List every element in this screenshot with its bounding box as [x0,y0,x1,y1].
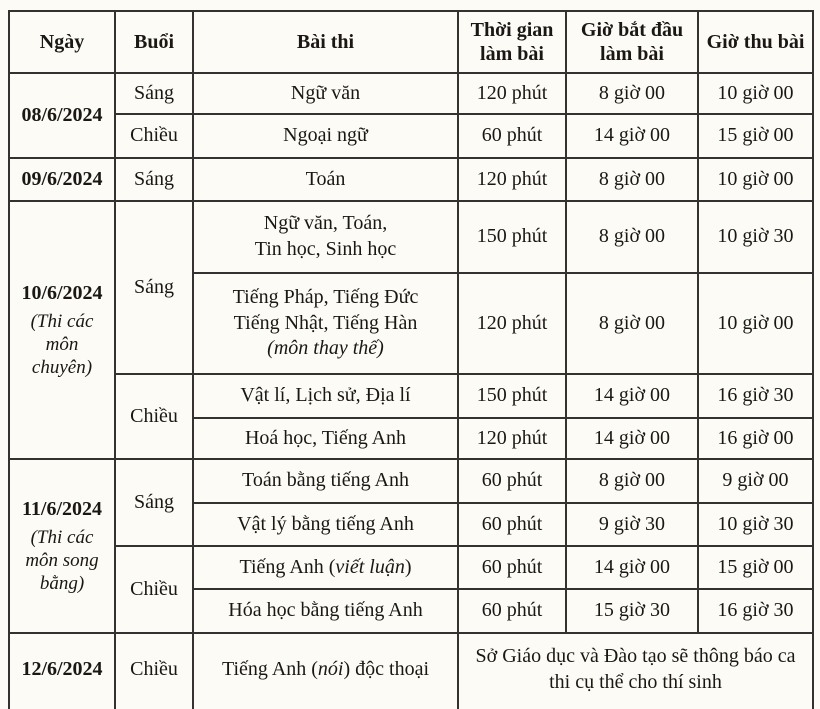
collect-time-cell: 16 giờ 30 [698,374,813,418]
start-time-cell: 14 giờ 00 [566,114,698,158]
exam-cell: Vật lí, Lịch sử, Địa lí [193,374,458,418]
session-cell: Chiều [115,633,193,709]
exam-cell: Ngữ văn [193,73,458,114]
table-header-row [9,11,813,73]
date-note: (Thi các môn song bằng) [25,526,99,594]
exam-cell: Toán bằng tiếng Anh [193,459,458,503]
exam-text: Tiếng Anh ( [221,657,318,680]
start-time-cell: 14 giờ 00 [566,546,698,589]
date-cell: 12/6/2024 [9,633,115,709]
table-row [9,633,813,709]
duration-cell: 120 phút [458,418,566,459]
exam-text: ) độc thoại [343,657,430,680]
table-row [9,546,813,589]
collect-time-cell: 16 giờ 30 [698,589,813,633]
session-cell: Chiều [115,546,193,633]
start-time-cell: 8 giờ 00 [566,201,698,273]
header-cell-session: Buổi [115,11,193,73]
collect-time-cell: 15 giờ 00 [698,114,813,158]
date-cell [9,459,115,633]
exam-cell: Hóa học bằng tiếng Anh [193,589,458,633]
notice-cell [458,633,813,709]
exam-line: Tiếng Pháp, Tiếng Đức [232,286,419,309]
exam-cell: Vật lý bằng tiếng Anh [193,503,458,546]
session-cell: Sáng [115,73,193,114]
date-text: 11/6/2024 [21,497,102,520]
exam-line: Tiếng Nhật, Tiếng Hàn [233,311,418,334]
duration-cell: 60 phút [458,459,566,503]
session-cell: Sáng [115,158,193,201]
table-row [9,114,813,158]
exam-text-italic: nói [317,657,344,680]
duration-cell: 120 phút [458,158,566,201]
duration-cell: 150 phút [458,374,566,418]
collect-time-cell: 10 giờ 00 [698,273,813,374]
exam-line: Tin học, Sinh học [254,238,397,260]
date-cell: 08/6/2024 [9,73,115,158]
collect-time-cell: 10 giờ 00 [698,73,813,114]
header-cell-collect-time: Giờ thu bài [698,11,813,73]
start-time-cell: 9 giờ 30 [566,503,698,546]
session-cell: Chiều [115,114,193,158]
exam-text-italic: viết luận [335,555,405,578]
table-row [9,201,813,273]
date-text: 10/6/2024 [21,281,103,304]
exam-note: (môn thay thế) [267,337,384,360]
session-cell: Chiều [115,374,193,459]
header-cell-start-time: Giờ bắt đầu làm bài [566,11,698,73]
duration-cell: 60 phút [458,503,566,546]
start-time-cell: 8 giờ 00 [566,73,698,114]
header-cell-exam: Bài thi [193,11,458,73]
exam-cell: Ngoại ngữ [193,114,458,158]
start-time-cell: 15 giờ 30 [566,589,698,633]
duration-cell: 150 phút [458,201,566,273]
exam-cell: Toán [193,158,458,201]
header-cell-duration: Thời gian làm bài [458,11,566,73]
exam-text: Tiếng Anh ( [239,555,336,578]
start-time-cell: 8 giờ 00 [566,459,698,503]
collect-time-cell: 15 giờ 00 [698,546,813,589]
start-time-cell: 8 giờ 00 [566,273,698,374]
table-row [9,158,813,201]
exam-cell [193,273,458,374]
exam-cell [193,201,458,273]
exam-text: ) [404,555,412,578]
table-row [9,459,813,503]
duration-cell: 120 phút [458,73,566,114]
date-note: (Thi các môn chuyên) [30,310,94,378]
duration-cell: 60 phút [458,114,566,158]
exam-cell: Hoá học, Tiếng Anh [193,418,458,459]
collect-time-cell: 9 giờ 00 [698,459,813,503]
table-row [9,73,813,114]
collect-time-cell: 10 giờ 30 [698,201,813,273]
collect-time-cell: 10 giờ 30 [698,503,813,546]
session-cell: Sáng [115,201,193,374]
collect-time-cell: 10 giờ 00 [698,158,813,201]
duration-cell: 120 phút [458,273,566,374]
duration-cell: 60 phút [458,546,566,589]
notice-text: Sở Giáo dục và Đào tạo sẽ thông báo ca thi cụ thể cho thí sinh [475,644,796,693]
start-time-cell: 14 giờ 00 [566,374,698,418]
duration-cell: 60 phút [458,589,566,633]
exam-cell [193,546,458,589]
date-cell [9,201,115,459]
session-cell: Sáng [115,459,193,546]
start-time-cell: 14 giờ 00 [566,418,698,459]
exam-line: Ngữ văn, Toán, [263,212,388,235]
exam-cell [193,633,458,709]
header-cell-date: Ngày [9,11,115,73]
collect-time-cell: 16 giờ 00 [698,418,813,459]
table-row [9,374,813,418]
date-cell: 09/6/2024 [9,158,115,201]
exam-schedule-table [8,10,814,709]
start-time-cell: 8 giờ 00 [566,158,698,201]
